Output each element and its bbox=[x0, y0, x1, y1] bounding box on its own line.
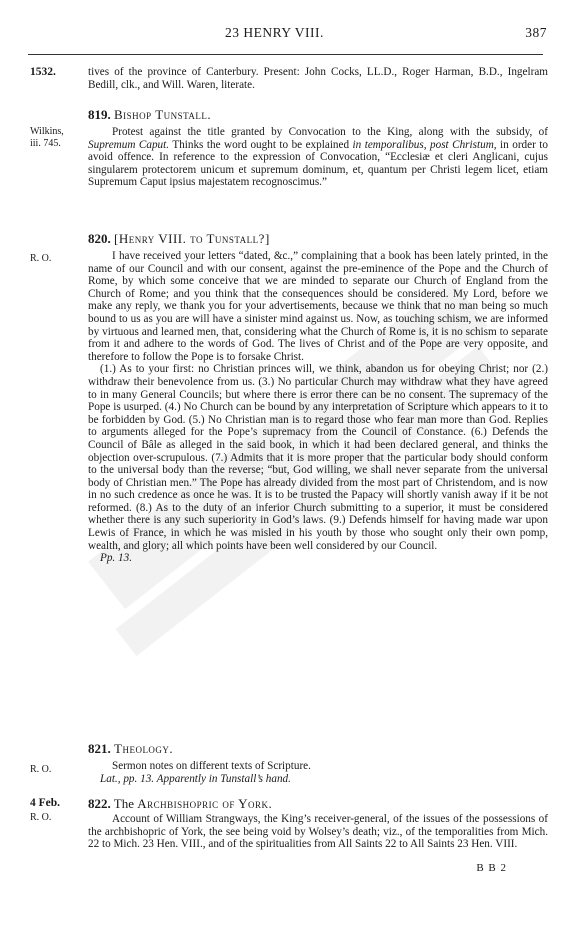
running-header bbox=[0, 25, 567, 43]
year-note: 1532. bbox=[30, 66, 56, 78]
entry-819-heading bbox=[88, 108, 548, 122]
entry-822-paragraph: Account of William Strangways, the King’s receiver-general, of the issues of the possessions of the archbishopric of York, the see being void by Wolsey’s death; viz., of the temporalities from Mich. 22 to Mich. 23 Hen. VIII., and of the spiritualities from All Saints 22 to All Saints 23 Hen. VIII. bbox=[88, 813, 548, 851]
text-run: in order to avoid offence. In reference to the expression of Convocation, “Ecclesiæ et cleri Anglicani, cujus singularem protectorem unicum et supremum dominum, et, quantum per Christi legem licet, etiam Supremum Caput ipsius majestatem recognoscimus.” bbox=[88, 138, 548, 189]
entry-822-date: 4 Feb. bbox=[30, 797, 61, 809]
entry-820-heading bbox=[88, 232, 548, 246]
intro-paragraph: tives of the province of Canterbury. Present: John Cocks, LL.D., Roger Harman, B.D., Ingelram Bedill, clk., and Will. Waren, literate. bbox=[88, 66, 548, 91]
text-run-italic: Supremum Caput. bbox=[88, 138, 170, 151]
entry-820-title: [Henry VIII. to Tunstall?] bbox=[114, 231, 270, 246]
entry-820-body bbox=[88, 250, 548, 565]
text-run: Protest against the title granted by Convocation to the King, along with the subsidy, of bbox=[112, 126, 548, 138]
entry-819-title: Bishop Tunstall. bbox=[114, 107, 212, 122]
entry-820-pages: Pp. 13. bbox=[100, 552, 133, 565]
entry-822-title: Archbishopric of York. bbox=[137, 796, 273, 811]
entry-819-body bbox=[88, 126, 548, 189]
text-run-italic: in temporalibus, post Christum, bbox=[352, 138, 497, 151]
entry-822-number: 822. bbox=[88, 796, 111, 811]
entry-820-paragraph-2: (1.) As to your first: no Christian princes will, we think, abandon us for obeying Christ; nor (2.) withdraw their benevolence from us. (3.) No particular Church may withdraw what they have agreed to in many General Councils; but where there is error there can be no consent. The supremacy of the Pope is usurped. (4.) No Church can be bound by any interpretation of Scripture which appears to it to be forbidden by God. (5.) No Christian man is to regard those who fear man more than God. Replies to arguments alleged for the Pope’s supremacy from the Council of Constance. (6.) Defends the Council of Bâle as alleged in the said book, in which it had been declared general, and thinks the objection over-scrupulous. (7.) Admits that it is more proper that the particular body should conform to the universal body than the reverse; “but, God willing, we shall never separate from the universal body of Christian men.” The Pope has already divided from the most part of Christendom, and is now in no such credence as once he was. It is to be trusted the Papacy will shortly vanish away if it be not reformed. (8.) As to the duty of an inferior Church submitting to a superior, it must be considered whether there is any such superiority in God’s laws. (9.) Defends himself for having made war upon Lewis of France, in which he was misled in his youth by those who sought only their own pomp, wealth, and glory; all which points have been well considered by our Council. bbox=[88, 363, 548, 552]
entry-819-number: 819. bbox=[88, 107, 111, 122]
entry-820-source: R. O. bbox=[30, 253, 52, 264]
entry-822-source: R. O. bbox=[30, 812, 52, 823]
page-number: 387 bbox=[525, 25, 547, 40]
entry-821-title: Theology. bbox=[114, 741, 174, 756]
entry-822-title-prefix: The bbox=[113, 796, 138, 811]
entry-820-paragraph-1: I have received your letters “dated, &c.,” complaining that a book has been lately printed, in the name of our Council and with our consent, against the pre-eminence of the Pope and the Church of Rome, by which some conceive that we are minded to separate our Church of England from the Church of Rome; and you think that the consequences should be considered. My Lord, before we make any reply, we thank you for your advertisements, because we think that no man being so much bound to us as you are will have a sinister mind against us. Now, as touching schism, we are informed by virtuous and learned men, that, considering what the Church of Rome is, it is no schism to separate from it and adhere to the words of God. The lives of Christ and of the Pope are very opposite, and therefore to follow the Pope is to forsake Christ. bbox=[88, 250, 548, 363]
signature-mark: B B 2 bbox=[476, 862, 507, 874]
intro-text bbox=[88, 66, 548, 91]
header-rule bbox=[28, 54, 543, 55]
entry-822-heading bbox=[88, 797, 548, 811]
entry-820-number: 820. bbox=[88, 231, 111, 246]
entry-821-source: R. O. bbox=[30, 764, 52, 775]
entry-822-body bbox=[88, 813, 548, 851]
entry-821-note: Lat., pp. 13. Apparently in Tunstall’s hand. bbox=[100, 772, 291, 785]
entry-819-source: Wilkins, iii. 745. bbox=[30, 126, 64, 149]
entry-821-paragraph: Sermon notes on different texts of Scripture. bbox=[112, 760, 311, 772]
entry-821-heading bbox=[88, 742, 548, 756]
entry-821-number: 821. bbox=[88, 741, 111, 756]
entry-821-body bbox=[88, 760, 548, 785]
entry-819-paragraph bbox=[88, 126, 548, 189]
text-run: Thinks the word ought to be explained bbox=[169, 138, 353, 151]
header-title: 23 HENRY VIII. bbox=[225, 25, 324, 40]
